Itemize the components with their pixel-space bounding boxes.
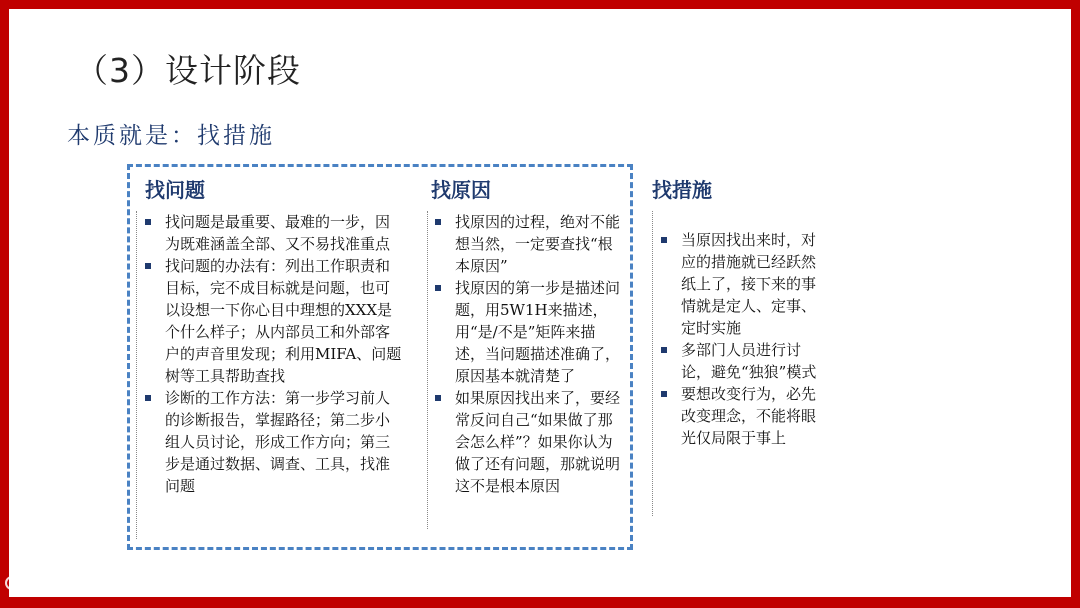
slide xyxy=(9,9,1071,597)
column-list-find-measure xyxy=(661,229,829,449)
list-item: 要想改变行为，必先改变理念，不能将眼光仅局限于事上 xyxy=(661,383,829,449)
page-subtitle: 本质就是：找措施 xyxy=(67,123,275,149)
bullet-icon xyxy=(435,395,441,401)
logo-icon xyxy=(4,572,34,594)
bullet-icon xyxy=(661,347,667,353)
column-divider xyxy=(427,211,428,529)
page-title: （3）设计阶段 xyxy=(75,51,301,90)
list-item: 如果原因找出来了，要经常反问自己“如果做了那会怎么样”？如果你认为做了还有问题，那就说明这不是根本原因 xyxy=(435,387,625,497)
list-item: 多部门人员进行讨论，避免“独狼”模式 xyxy=(661,339,829,383)
list-item: 找原因的过程，绝对不能想当然，一定要查找“根本原因” xyxy=(435,211,625,277)
bullet-icon xyxy=(435,219,441,225)
list-item: 诊断的工作方法：第一步学习前人的诊断报告，掌握路径；第二步小组人员讨论，形成工作方向；第三步是通过数据、调查、工具，找准问题 xyxy=(145,387,403,497)
list-item: 当原因找出来时，对应的措施就已经跃然纸上了，接下来的事情就是定人、定事、定时实施 xyxy=(661,229,829,339)
column-divider xyxy=(136,211,137,539)
column-heading-find-problem: 找问题 xyxy=(145,178,205,202)
column-divider xyxy=(652,211,653,516)
bullet-icon xyxy=(145,263,151,269)
column-list-find-problem xyxy=(145,211,403,497)
list-item: 找原因的第一步是描述问题，用5W1H来描述，用“是/不是”矩阵来描述，当问题描述准确了，原因基本就清楚了 xyxy=(435,277,625,387)
list-item: 找问题的办法有：列出工作职责和目标，完不成目标就是问题，也可以设想一下你心目中理想的XXX是个什么样子；从内部员工和外部客户的声音里发现；利用MIFA、问题树等工具帮助查找 xyxy=(145,255,403,387)
list-item: 找问题是最重要、最难的一步，因为既难涵盖全部、又不易找准重点 xyxy=(145,211,403,255)
column-list-find-cause xyxy=(435,211,625,497)
watermark xyxy=(4,569,116,596)
bullet-icon xyxy=(145,395,151,401)
bullet-icon xyxy=(435,285,441,291)
watermark-text: 大数跨境 xyxy=(40,573,117,595)
column-heading-find-measure: 找措施 xyxy=(652,178,712,202)
column-heading-find-cause: 找原因 xyxy=(431,178,491,202)
bullet-icon xyxy=(661,391,667,397)
bullet-icon xyxy=(661,237,667,243)
bullet-icon xyxy=(145,219,151,225)
